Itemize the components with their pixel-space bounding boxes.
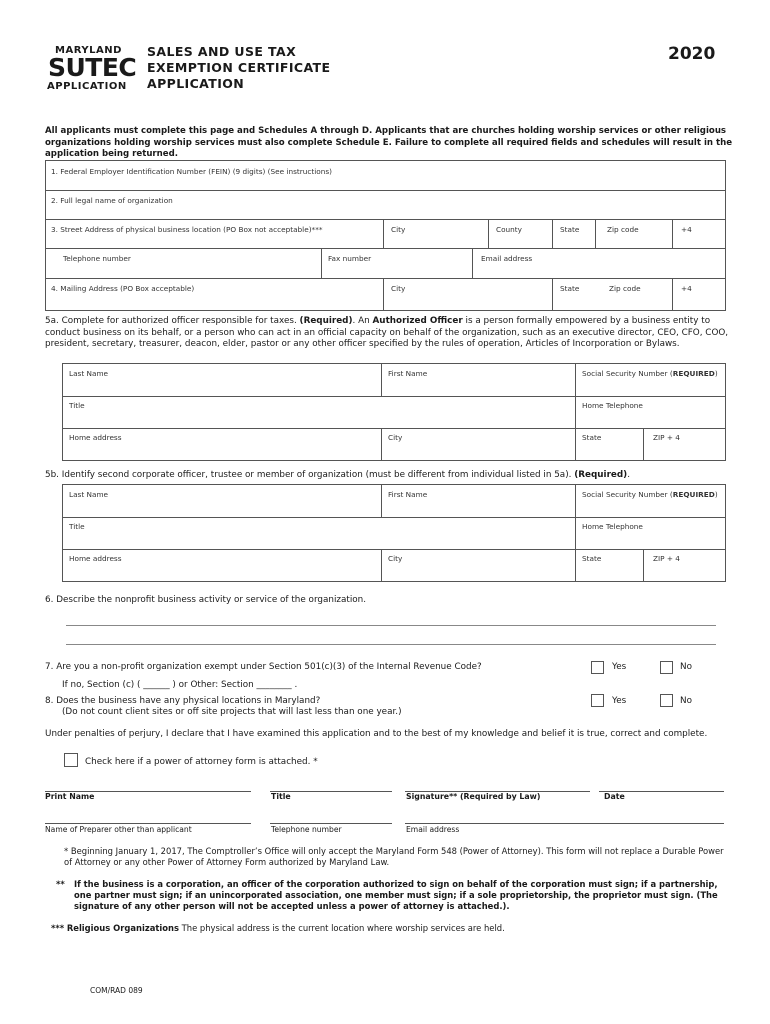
title-line-3: APPLICATION — [147, 76, 245, 91]
officer-5b-state[interactable]: State — [582, 554, 602, 563]
q8-label: 8. Does the business have any physical locations in Maryland? — [45, 696, 321, 706]
q5a-instructions: 5a. Complete for authorized officer responsible for taxes. (Required). An Authorized Officer is a person formally empowered by a business entity to conduct business on its behalf, or a person who can act in an official capacity on behalf of the organization, such as an executive director, CEO, CFO, COO, president, secretary, treasurer, deacon, elder, pastor or any other officer specified by the rules of operation, Articles of Incorporation or Bylaws. — [45, 316, 729, 349]
logo-application: APPLICATION — [47, 81, 127, 92]
logo-maryland: MARYLAND — [55, 45, 122, 56]
city-field[interactable]: City — [391, 225, 406, 234]
officer-5a-last-name[interactable]: Last Name — [69, 369, 109, 378]
zip-field[interactable]: Zip code — [607, 225, 639, 234]
mailing-city-field[interactable]: City — [391, 284, 406, 293]
officer-5a-state[interactable]: State — [582, 433, 602, 442]
q7-yes-label: Yes — [612, 662, 627, 672]
q6-answer-line-1[interactable] — [66, 625, 716, 626]
note-2-marker: ** — [56, 879, 65, 889]
officer-5a-home-address[interactable]: Home address — [69, 433, 122, 442]
q8-yes-label: Yes — [612, 696, 627, 706]
legal-name-field[interactable]: 2. Full legal name of organization — [51, 196, 173, 205]
mailing-state-field[interactable]: State — [560, 284, 580, 293]
officer-5a-table — [62, 363, 726, 461]
officer-5a-zip[interactable]: ZIP + 4 — [653, 433, 680, 442]
officer-5b-ssn[interactable]: Social Security Number (REQUIRED) — [582, 490, 718, 499]
note-signature-requirement: If the business is a corporation, an officer of the corporation authorized to sign on behalf of the corporation must sign; if a partnership, one partner must sign; if an unincorporated association, one member must sign; if a sole proprietorship, the proprietor must sign. (The signature of any other person will not be accepted unless a power of attorney is attached.). — [74, 879, 718, 911]
email-field[interactable]: Email address — [481, 254, 533, 263]
street-address-field[interactable]: 3. Street Address of physical business location (PO Box not acceptable)*** — [51, 225, 323, 234]
print-name-field[interactable]: Print Name — [45, 792, 95, 801]
mailing-zip-plus4-field[interactable]: +4 — [681, 284, 692, 293]
q8-yes-checkbox[interactable] — [591, 694, 604, 707]
title-line-2: EXEMPTION CERTIFICATE — [147, 60, 331, 75]
preparer-email-field[interactable]: Email address — [406, 825, 460, 834]
signature-field[interactable]: Signature** (Required by Law) — [406, 792, 541, 801]
officer-5a-home-telephone[interactable]: Home Telephone — [582, 401, 643, 410]
fein-field[interactable]: 1. Federal Employer Identification Number (FEIN) (9 digits) (See instructions) — [51, 167, 333, 176]
q7-section-line[interactable]: If no, Section (c) ( ______ ) or Other: Section ________ . — [62, 680, 298, 690]
preparer-telephone-field[interactable]: Telephone number — [271, 825, 342, 834]
preparer-name-field[interactable]: Name of Preparer other than applicant — [45, 825, 192, 834]
q7-label: 7. Are you a non-profit organization exempt under Section 501(c)(3) of the Internal Revenue Code? — [45, 662, 482, 672]
officer-5b-city[interactable]: City — [388, 554, 403, 563]
officer-5b-first-name[interactable]: First Name — [388, 490, 428, 499]
officer-5b-home-telephone[interactable]: Home Telephone — [582, 522, 643, 531]
officer-5b-last-name[interactable]: Last Name — [69, 490, 109, 499]
signer-title-field[interactable]: Title — [271, 792, 291, 801]
officer-5a-ssn[interactable]: Social Security Number (REQUIRED) — [582, 369, 718, 378]
q6-answer-line-2[interactable] — [66, 644, 716, 645]
mailing-zip-field[interactable]: Zip code — [609, 284, 641, 293]
title-line-1: SALES AND USE TAX — [147, 44, 297, 59]
officer-5b-zip[interactable]: ZIP + 4 — [653, 554, 680, 563]
q8-no-checkbox[interactable] — [660, 694, 673, 707]
officer-5a-city[interactable]: City — [388, 433, 403, 442]
mailing-address-field[interactable]: 4. Mailing Address (PO Box acceptable) — [51, 284, 195, 293]
officer-5b-home-address[interactable]: Home address — [69, 554, 122, 563]
q8-no-label: No — [680, 696, 692, 706]
note-religious-organizations: *** Religious Organizations The physical address is the current location where worship services are held. — [51, 923, 505, 933]
q5b-instructions: 5b. Identify second corporate officer, trustee or member of organization (must be different from individual listed in 5a). (Required). — [45, 470, 630, 480]
q7-no-checkbox[interactable] — [660, 661, 673, 674]
form-title — [147, 44, 330, 92]
intro-instructions: All applicants must complete this page and Schedules A through D. Applicants that are churches holding worship services or other religious organizations holding worship services must also complete Schedule E. Failure to complete all required fields and schedules will result in the application being returned. — [45, 126, 733, 159]
officer-5a-first-name[interactable]: First Name — [388, 369, 428, 378]
organization-info-table — [45, 160, 726, 311]
officer-5b-table — [62, 484, 726, 582]
telephone-field[interactable]: Telephone number — [63, 254, 131, 263]
form-year: 2020 — [668, 44, 716, 64]
officer-5a-title[interactable]: Title — [69, 401, 85, 410]
state-field[interactable]: State — [560, 225, 580, 234]
date-field[interactable]: Date — [604, 792, 625, 801]
perjury-statement: Under penalties of perjury, I declare that I have examined this application and to the best of my knowledge and belief it is true, correct and complete. — [45, 729, 708, 739]
county-field[interactable]: County — [496, 225, 522, 234]
note-power-of-attorney: * Beginning January 1, 2017, The Comptroller’s Office will only accept the Maryland Form 548 (Power of Attorney). This form will not replace a Durable Power of Attorney or any other Power of Attorney Form authorized by Maryland Law. — [64, 846, 724, 867]
q7-yes-checkbox[interactable] — [591, 661, 604, 674]
fax-field[interactable]: Fax number — [328, 254, 372, 263]
q8-note: (Do not count client sites or off site projects that will last less than one year.) — [62, 707, 402, 717]
officer-5b-title[interactable]: Title — [69, 522, 85, 531]
power-of-attorney-label: Check here if a power of attorney form is attached. * — [85, 757, 318, 767]
q7-no-label: No — [680, 662, 692, 672]
zip-plus4-field[interactable]: +4 — [681, 225, 692, 234]
form-code: COM/RAD 089 — [90, 986, 143, 995]
power-of-attorney-checkbox[interactable] — [64, 753, 78, 767]
logo-sutec: SUTEC — [48, 53, 137, 82]
q6-label: 6. Describe the nonprofit business activity or service of the organization. — [45, 595, 367, 605]
